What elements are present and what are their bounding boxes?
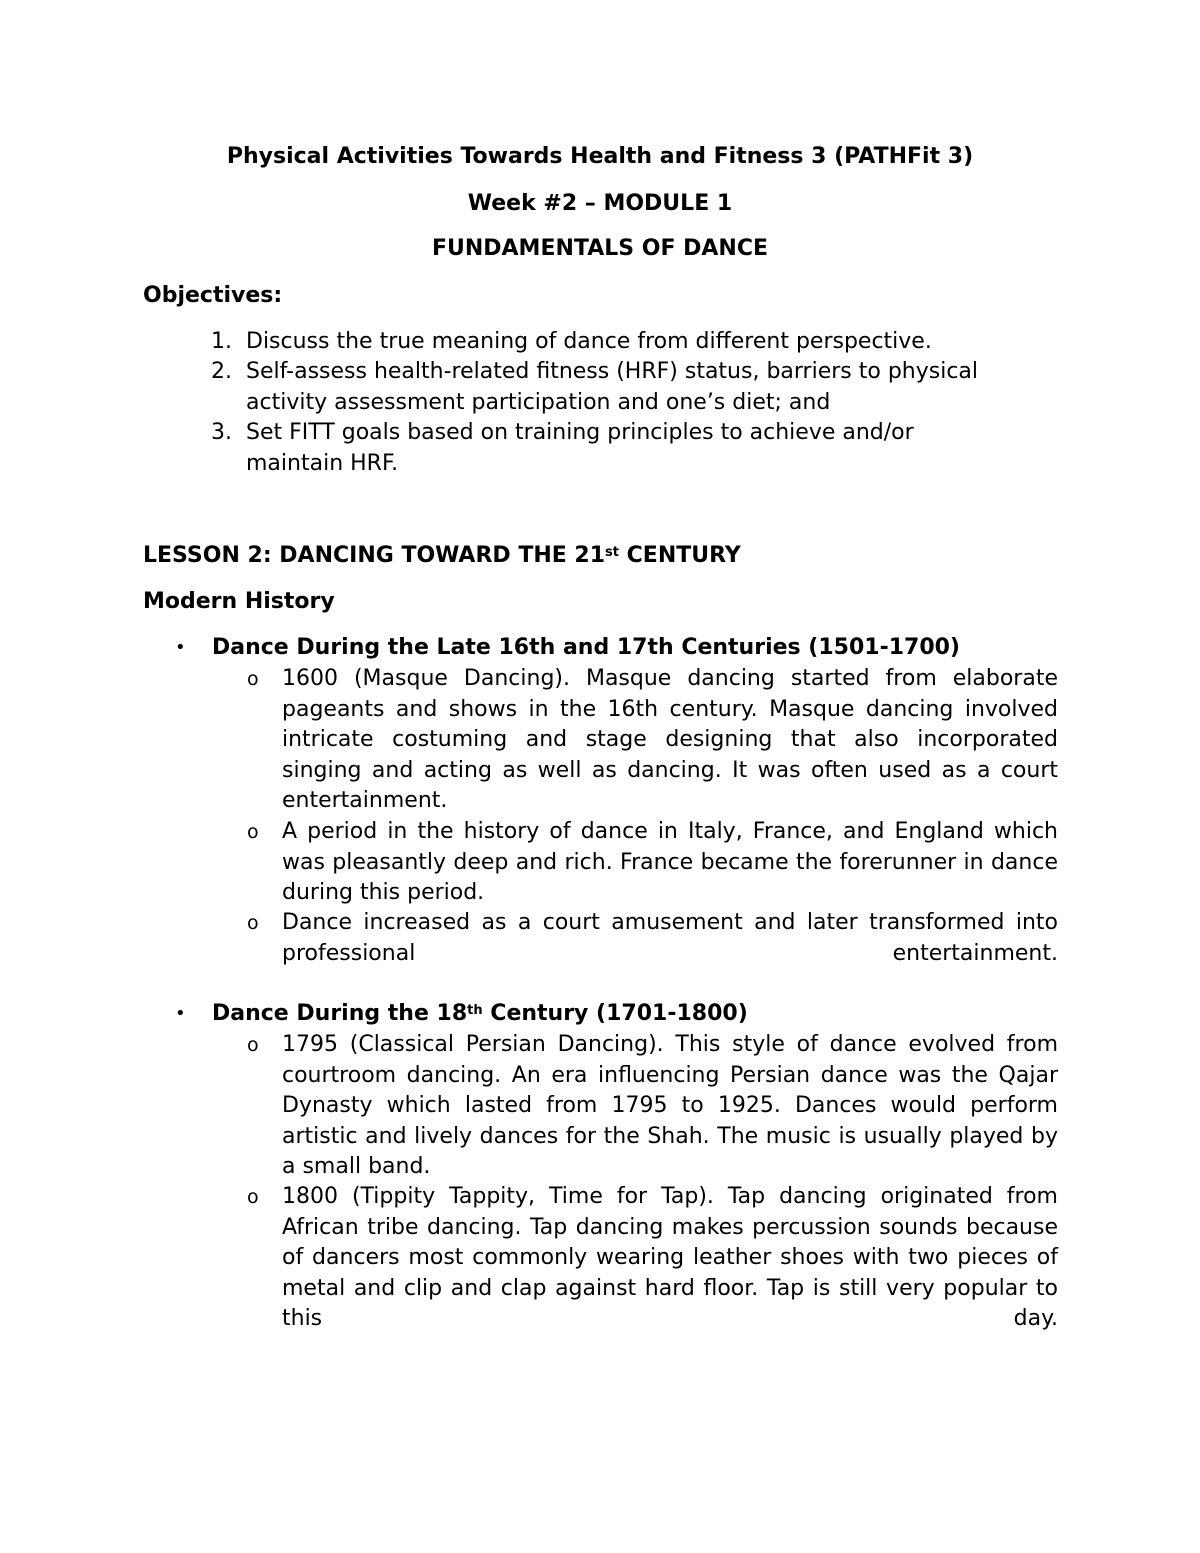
period-heading-prefix: Dance During the 18	[212, 1001, 468, 1026]
course-title: Physical Activities Towards Health and Fitness 3 (PATHFit 3)	[226, 144, 974, 169]
lesson-title-suffix: CENTURY	[619, 543, 741, 568]
period-heading-sup: th	[467, 1003, 483, 1018]
period-heading	[212, 999, 748, 1029]
objective-item: Set FITT goals based on training principles to achieve and/or maintain HRF.	[246, 420, 914, 476]
objective-number: 2.	[211, 359, 232, 384]
week-module-title: Week #2 – MODULE 1	[467, 191, 733, 216]
objective-number: 1.	[211, 329, 232, 354]
bullet-marker: •	[175, 1003, 186, 1024]
history-entry: Dance increased as a court amusement and later transformed into professional entertainment.	[282, 910, 1058, 966]
history-entry: 1600 (Masque Dancing). Masque dancing started from elaborate pageants and shows in the 16th century. Masque dancing involved intricate costuming and stage designing that also incorporated singing and acting as well as dancing. It was often used as a court entertainment.	[282, 666, 1058, 813]
history-entry: 1800 (Tippity Tappity, Time for Tap). Tap dancing originated from African tribe dancing. Tap dancing makes percussion sounds because of dancers most commonly wearing leather shoes with two pieces of metal and clip and clap against hard floor. Tap is still very popular to this day.	[282, 1184, 1058, 1331]
period-heading: Dance During the Late 16th and 17th Centuries (1501-1700)	[212, 635, 960, 660]
period-heading-suffix: Century (1701-1800)	[482, 1001, 748, 1026]
lesson-title-sup: st	[605, 545, 619, 560]
objective-item: Self-assess health-related fitness (HRF) status, barriers to physical activity assessment participation and one’s diet; and	[246, 359, 979, 415]
sub-bullet-marker: o	[247, 668, 259, 690]
sub-bullet-marker: o	[247, 1034, 259, 1056]
sub-bullet-marker: o	[247, 821, 259, 843]
lesson-title	[143, 541, 741, 571]
objectives-label: Objectives:	[143, 283, 283, 308]
topic-title: FUNDAMENTALS OF DANCE	[431, 236, 769, 261]
bullet-marker: •	[175, 637, 186, 658]
history-entry: 1795 (Classical Persian Dancing). This style of dance evolved from courtroom dancing. An era influencing Persian dance was the Qajar Dynasty which lasted from 1795 to 1925. Dances would perform artistic and lively dances for the Shah. The music is usually played by a small band.	[282, 1032, 1058, 1179]
lesson-title-prefix: LESSON 2: DANCING TOWARD THE 21	[143, 543, 606, 568]
sub-bullet-marker: o	[247, 912, 259, 934]
objective-number: 3.	[211, 420, 232, 445]
history-entry: A period in the history of dance in Italy, France, and England which was pleasantly deep and rich. France became the forerunner in dance during this period.	[282, 819, 1058, 905]
section-title: Modern History	[143, 589, 335, 614]
sub-bullet-marker: o	[247, 1186, 259, 1208]
objective-item: Discuss the true meaning of dance from different perspective.	[246, 329, 932, 354]
